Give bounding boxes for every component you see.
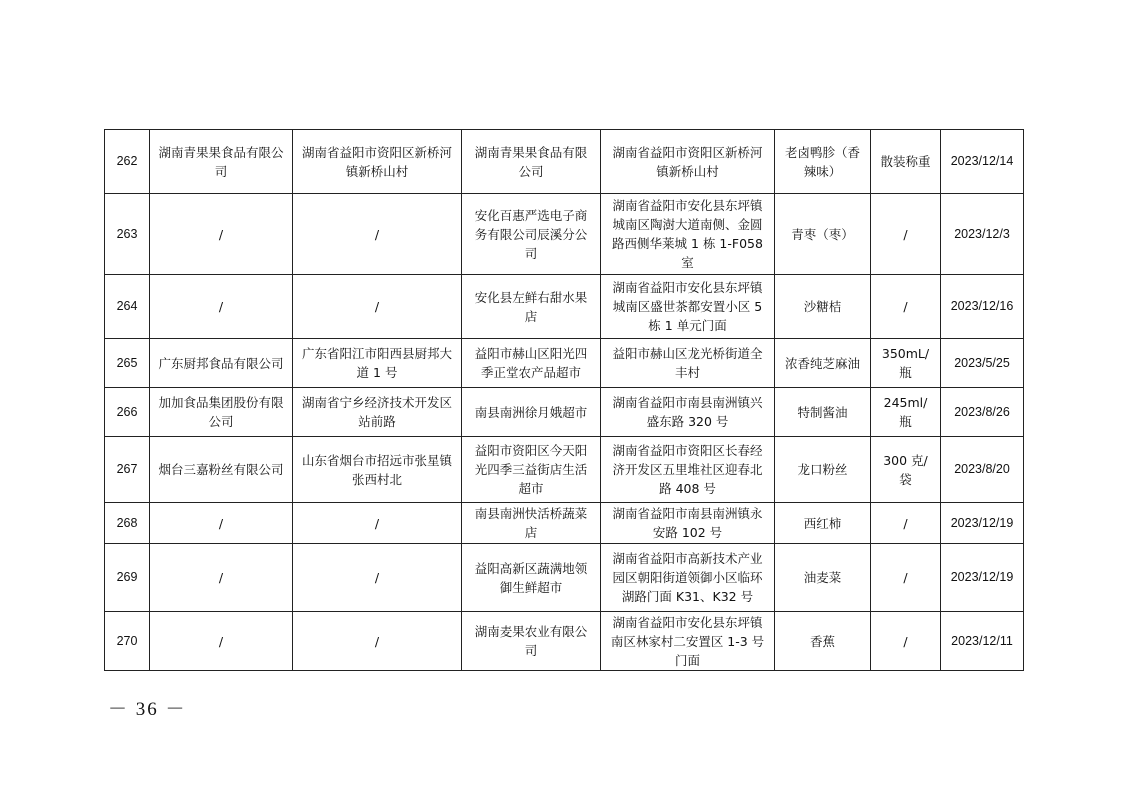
producer-address-cell: / <box>293 503 462 544</box>
seller-name-cell: 湖南麦果农业有限公司 <box>462 612 601 671</box>
seller-name-cell: 安化百惠严选电子商务有限公司辰溪分公司 <box>462 194 601 275</box>
producer-address-cell: / <box>293 544 462 612</box>
producer-name-cell: / <box>150 544 293 612</box>
product-spec-cell: / <box>871 194 941 275</box>
production-date-cell: 2023/8/20 <box>941 437 1024 503</box>
row-number-cell: 267 <box>105 437 150 503</box>
product-spec-cell: / <box>871 275 941 339</box>
seller-name-cell: 湖南青果果食品有限公司 <box>462 130 601 194</box>
producer-name-cell: / <box>150 194 293 275</box>
product-spec-cell: 300 克/袋 <box>871 437 941 503</box>
product-spec-cell: / <box>871 503 941 544</box>
product-name-cell: 西红柿 <box>775 503 871 544</box>
row-number-cell: 264 <box>105 275 150 339</box>
seller-address-cell: 湖南省益阳市资阳区新桥河镇新桥山村 <box>601 130 775 194</box>
producer-name-cell: / <box>150 503 293 544</box>
product-name-cell: 龙口粉丝 <box>775 437 871 503</box>
production-date-cell: 2023/12/11 <box>941 612 1024 671</box>
producer-name-cell: / <box>150 275 293 339</box>
table-row <box>105 437 1024 503</box>
row-number-cell: 262 <box>105 130 150 194</box>
production-date-cell: 2023/12/3 <box>941 194 1024 275</box>
product-spec-cell: / <box>871 612 941 671</box>
producer-name-cell: / <box>150 612 293 671</box>
producer-address-cell: 湖南省益阳市资阳区新桥河镇新桥山村 <box>293 130 462 194</box>
seller-name-cell: 南县南洲徐月娥超市 <box>462 388 601 437</box>
product-name-cell: 特制酱油 <box>775 388 871 437</box>
producer-address-cell: 湖南省宁乡经济技术开发区站前路 <box>293 388 462 437</box>
seller-address-cell: 湖南省益阳市安化县东坪镇南区林家村二安置区 1-3 号门面 <box>601 612 775 671</box>
production-date-cell: 2023/8/26 <box>941 388 1024 437</box>
product-spec-cell: 245ml/瓶 <box>871 388 941 437</box>
table-row <box>105 544 1024 612</box>
seller-name-cell: 安化县左鲜右甜水果店 <box>462 275 601 339</box>
product-spec-cell: / <box>871 544 941 612</box>
product-name-cell: 青枣（枣） <box>775 194 871 275</box>
page-number: － 36 － <box>108 699 187 720</box>
row-number-cell: 266 <box>105 388 150 437</box>
producer-name-cell: 烟台三嘉粉丝有限公司 <box>150 437 293 503</box>
table-row <box>105 339 1024 388</box>
producer-name-cell: 湖南青果果食品有限公司 <box>150 130 293 194</box>
seller-address-cell: 湖南省益阳市南县南洲镇永安路 102 号 <box>601 503 775 544</box>
production-date-cell: 2023/12/14 <box>941 130 1024 194</box>
producer-address-cell: / <box>293 612 462 671</box>
production-date-cell: 2023/12/19 <box>941 503 1024 544</box>
seller-name-cell: 益阳市资阳区今天阳光四季三益街店生活超市 <box>462 437 601 503</box>
producer-address-cell: / <box>293 194 462 275</box>
seller-address-cell: 湖南省益阳市安化县东坪镇城南区盛世茶都安置小区 5 栋 1 单元门面 <box>601 275 775 339</box>
product-name-cell: 油麦菜 <box>775 544 871 612</box>
producer-name-cell: 加加食品集团股份有限公司 <box>150 388 293 437</box>
seller-address-cell: 湖南省益阳市高新技术产业园区朝阳街道领御小区临环湖路门面 K31、K32 号 <box>601 544 775 612</box>
seller-name-cell: 益阳高新区蔬满地领御生鲜超市 <box>462 544 601 612</box>
product-name-cell: 老卤鸭胗（香辣味） <box>775 130 871 194</box>
table-row <box>105 503 1024 544</box>
producer-address-cell: 广东省阳江市阳西县厨邦大道 1 号 <box>293 339 462 388</box>
row-number-cell: 263 <box>105 194 150 275</box>
product-name-cell: 沙糖桔 <box>775 275 871 339</box>
table-row <box>105 388 1024 437</box>
table-row <box>105 130 1024 194</box>
seller-name-cell: 南县南洲快活桥蔬菜店 <box>462 503 601 544</box>
table-row <box>105 194 1024 275</box>
product-name-cell: 浓香纯芝麻油 <box>775 339 871 388</box>
producer-address-cell: 山东省烟台市招远市张星镇张西村北 <box>293 437 462 503</box>
row-number-cell: 268 <box>105 503 150 544</box>
seller-address-cell: 益阳市赫山区龙光桥街道全丰村 <box>601 339 775 388</box>
row-number-cell: 270 <box>105 612 150 671</box>
production-date-cell: 2023/12/16 <box>941 275 1024 339</box>
row-number-cell: 265 <box>105 339 150 388</box>
product-spec-cell: 350mL/瓶 <box>871 339 941 388</box>
table-row <box>105 612 1024 671</box>
table-row <box>105 275 1024 339</box>
seller-name-cell: 益阳市赫山区阳光四季正堂农产品超市 <box>462 339 601 388</box>
seller-address-cell: 湖南省益阳市安化县东坪镇城南区陶澍大道南侧、金圆路西侧华莱城 1 栋 1-F058 室 <box>601 194 775 275</box>
production-date-cell: 2023/12/19 <box>941 544 1024 612</box>
production-date-cell: 2023/5/25 <box>941 339 1024 388</box>
product-spec-cell: 散装称重 <box>871 130 941 194</box>
seller-address-cell: 湖南省益阳市南县南洲镇兴盛东路 320 号 <box>601 388 775 437</box>
seller-address-cell: 湖南省益阳市资阳区长春经济开发区五里堆社区迎春北路 408 号 <box>601 437 775 503</box>
product-name-cell: 香蕉 <box>775 612 871 671</box>
row-number-cell: 269 <box>105 544 150 612</box>
producer-address-cell: / <box>293 275 462 339</box>
producer-name-cell: 广东厨邦食品有限公司 <box>150 339 293 388</box>
sampling-results-table <box>104 129 1024 671</box>
